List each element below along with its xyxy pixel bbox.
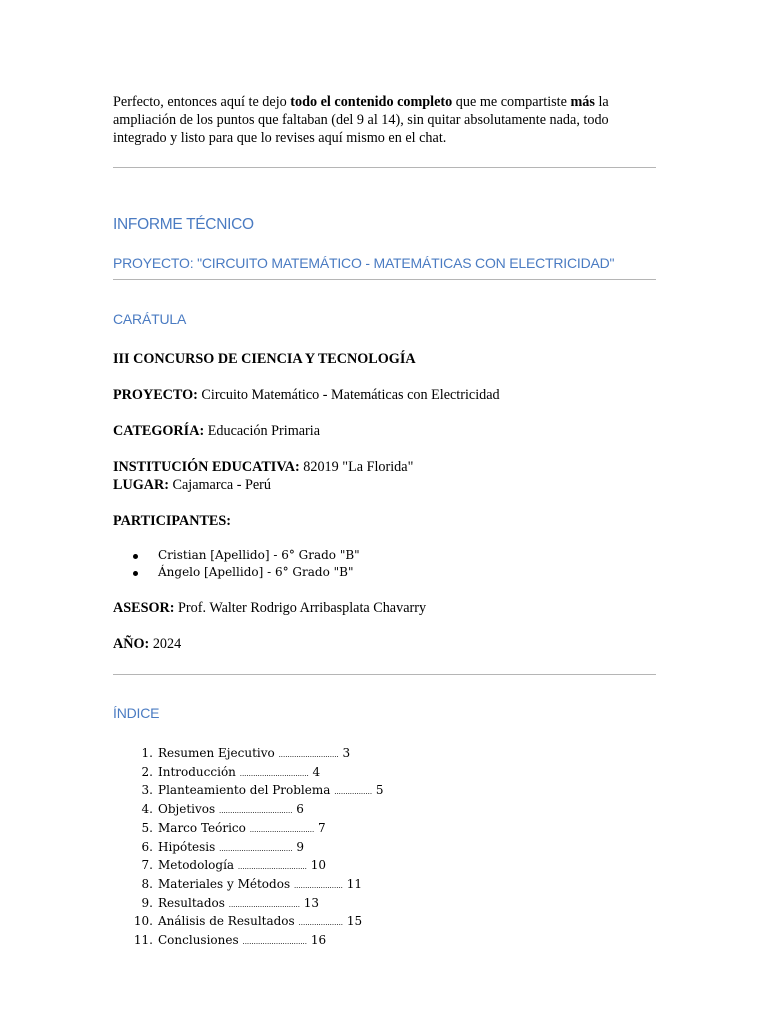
place-line [113, 476, 271, 494]
toc-leader: ................................. [219, 844, 293, 853]
toc-page: 4 [312, 764, 321, 779]
divider [113, 279, 656, 280]
toc-page: 11 [346, 876, 362, 891]
intro-text-1: Perfecto, entonces aquí te dejo [113, 94, 291, 110]
place-value: Cajamarca - Perú [168, 477, 271, 493]
toc-leader: ............................... [237, 863, 307, 872]
category-value: Educación Primaria [204, 423, 320, 439]
participant-name: Cristian [Apellido] - 6° Grado "B" [158, 548, 360, 562]
toc-item [113, 895, 384, 914]
bullet-icon [133, 554, 138, 559]
toc-number: 1. [141, 746, 153, 760]
toc-number: 2. [141, 764, 153, 779]
toc-number: 6. [141, 839, 153, 854]
toc-item [113, 857, 384, 876]
toc-page: 16 [310, 933, 327, 948]
toc-item [113, 782, 384, 801]
project-heading: PROYECTO: "CIRCUITO MATEMÁTICO - MATEMÁTICAS CON ELECTRICIDAD" [113, 255, 615, 271]
advisor-value: Prof. Walter Rodrigo Arribasplata Chavarry [174, 600, 427, 616]
category-line [113, 422, 320, 440]
toc-page: 10 [310, 858, 326, 873]
toc-page: 5 [375, 783, 384, 798]
toc-leader: ................. [334, 788, 373, 797]
place-label: LUGAR: [113, 477, 169, 493]
toc-number: 3. [141, 783, 153, 798]
toc-leader: ........................... [278, 751, 339, 759]
toc-page: 3 [342, 746, 351, 760]
cover-heading: CARÁTULA [113, 311, 187, 327]
toc-leader: ................................. [219, 807, 293, 816]
toc-page: 7 [318, 820, 326, 835]
toc-label: Hipótesis [158, 839, 216, 854]
intro-text-2: que me compartiste [452, 94, 571, 110]
toc-number: 10. [133, 914, 153, 929]
divider [113, 167, 656, 168]
toc-label: Resumen Ejecutivo [158, 746, 275, 760]
table-of-contents [113, 745, 384, 951]
toc-leader: ............................. [242, 938, 307, 947]
toc-number: 4. [141, 802, 153, 817]
toc-leader: ............................... [239, 769, 309, 778]
participants-list [113, 547, 360, 581]
year-value: 2024 [149, 636, 182, 652]
intro-bold-1: todo el contenido completo [290, 94, 453, 110]
toc-leader: ...................... [293, 881, 343, 890]
advisor-label: ASESOR: [113, 600, 175, 616]
toc-label: Metodología [158, 858, 235, 873]
toc-label: Objetivos [158, 802, 216, 817]
participants-label: PARTICIPANTES: [113, 513, 232, 529]
year-line [113, 635, 181, 653]
toc-leader: .................... [298, 919, 344, 928]
toc-label: Conclusiones [158, 933, 239, 948]
intro-paragraph [113, 93, 656, 147]
toc-label: Materiales y Métodos [158, 876, 291, 891]
toc-page: 6 [296, 802, 304, 817]
intro-bold-2: más [570, 94, 595, 110]
toc-label: Resultados [158, 895, 225, 910]
participant-name: Ángelo [Apellido] - 6° Grado "B" [158, 565, 354, 579]
intro-text-3: la ampliación de los puntos que faltaban (del 9 al 14), sin quitar absolutamente nada, todo integrado y listo para que lo revises aquí mismo en el chat. [113, 94, 609, 146]
contest-name [113, 350, 416, 368]
toc-item [113, 764, 384, 783]
institution-label: INSTITUCIÓN EDUCATIVA: [113, 459, 300, 475]
project-value: Circuito Matemático - Matemáticas con Electricidad [197, 387, 500, 403]
toc-number: 11. [133, 933, 153, 948]
toc-label: Análisis de Resultados [158, 914, 295, 929]
toc-page: 13 [303, 895, 320, 910]
toc-item [113, 801, 384, 820]
participants-line [113, 512, 231, 530]
toc-item [113, 913, 384, 932]
list-item [113, 547, 360, 564]
category-label: CATEGORÍA: [113, 423, 205, 439]
toc-number: 5. [141, 820, 153, 835]
toc-item [113, 820, 384, 839]
year-label: AÑO: [113, 636, 150, 652]
toc-item [113, 876, 384, 895]
toc-leader: ................................ [228, 900, 300, 909]
institution-value: 82019 "La Florida" [299, 459, 414, 475]
toc-leader: ............................. [249, 825, 315, 834]
project-label: PROYECTO: [113, 387, 198, 403]
toc-label: Marco Teórico [158, 820, 246, 835]
toc-number: 9. [141, 895, 153, 910]
toc-number: 7. [141, 858, 153, 873]
divider [113, 674, 656, 675]
advisor-line [113, 599, 426, 617]
bullet-icon [133, 571, 138, 576]
toc-page: 15 [346, 914, 363, 929]
toc-item [113, 745, 384, 764]
toc-number: 8. [141, 876, 153, 891]
toc-label: Planteamiento del Problema [158, 783, 331, 798]
toc-label: Introducción [158, 764, 236, 779]
report-title: INFORME TÉCNICO [113, 216, 254, 233]
project-line [113, 386, 500, 404]
toc-item [113, 932, 384, 951]
institution-line [113, 458, 413, 476]
index-heading: ÍNDICE [113, 705, 160, 721]
toc-item [113, 839, 384, 858]
list-item [113, 564, 360, 581]
toc-page: 9 [296, 839, 305, 854]
contest-label: III CONCURSO DE CIENCIA Y TECNOLOGÍA [113, 351, 416, 367]
